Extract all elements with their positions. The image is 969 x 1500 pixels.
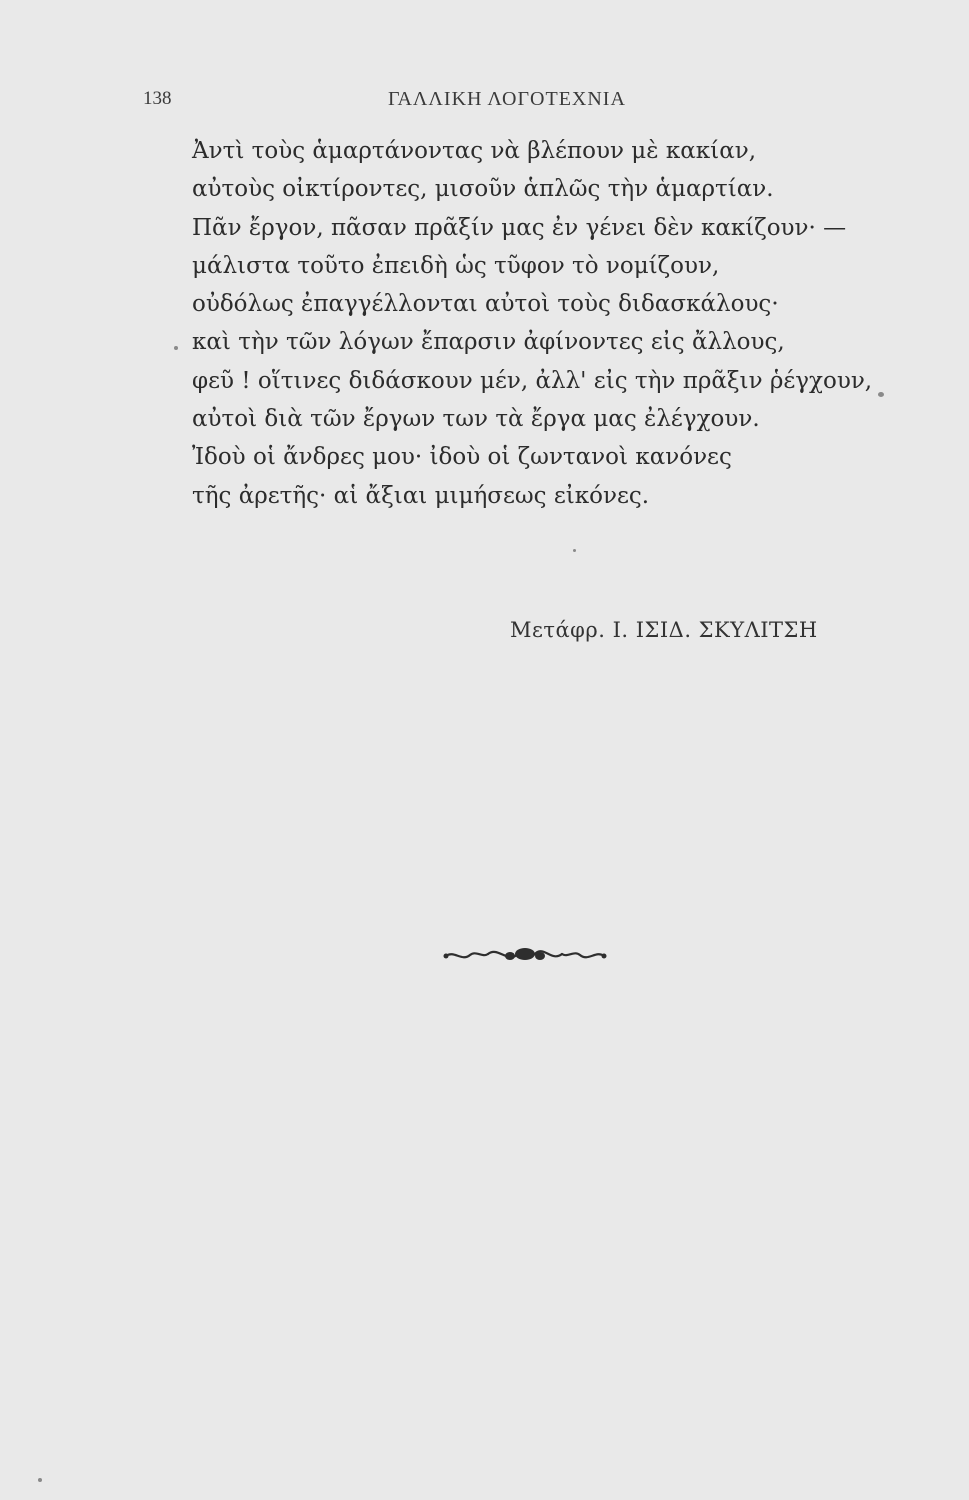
poem-line-1: Ἀντὶ τοὺς ἁμαρτάνοντας νὰ βλέπουν μὲ κακίαν, [192, 138, 757, 164]
paper-speck [174, 346, 178, 350]
page-number: 138 [143, 88, 172, 109]
poem-line-3: Πᾶν ἔργον, πᾶσαν πρᾶξίν μας ἐν γένει δὲν κακίζουν· — [192, 214, 847, 241]
running-head: ΓΑΛΛΙΚΗ ΛΟΓΟΤΕΧΝΙΑ [388, 88, 626, 110]
poem-line-9: Ἰδοὺ οἱ ἄνδρες μου· ἰδοὺ οἱ ζωντανοὶ κανόνες [192, 444, 732, 471]
translator-attribution: Μετάφρ. Ι. ΙΣΙΔ. ΣΚΥΛΙΤΣΗ [510, 618, 818, 642]
paper-speck [878, 392, 884, 397]
poem-line-5: οὐδόλως ἐπαγγέλλονται αὐτοὶ τοὺς διδασκάλους· [192, 291, 779, 318]
poem-line-2: αὐτοὺς οἰκτίροντες, μισοῦν ἁπλῶς τὴν ἁμαρτίαν. [192, 176, 774, 203]
poem-body [192, 132, 912, 515]
paper-speck [38, 1478, 42, 1482]
paper-speck [573, 549, 576, 552]
poem-line-4: μάλιστα τοῦτο ἐπειδὴ ὡς τῦφον τὸ νομίζουν, [192, 252, 720, 279]
poem-line-10: τῆς ἀρετῆς· αἱ ἄξιαι μιμήσεως εἰκόνες. [192, 482, 650, 509]
poem-line-7: φεῦ ! οἵτινες διδάσκουν μέν, ἀλλ' εἰς τὴν πρᾶξιν ῥέγχουν, [192, 367, 873, 394]
tailpiece-ornament-icon [440, 940, 610, 970]
poem-line-6: καὶ τὴν τῶν λόγων ἔπαρσιν ἀφίνοντες εἰς ἄλλους, [192, 329, 785, 356]
poem-line-8: αὐτοὶ διὰ τῶν ἔργων των τὰ ἔργα μας ἐλέγχουν. [192, 406, 760, 433]
